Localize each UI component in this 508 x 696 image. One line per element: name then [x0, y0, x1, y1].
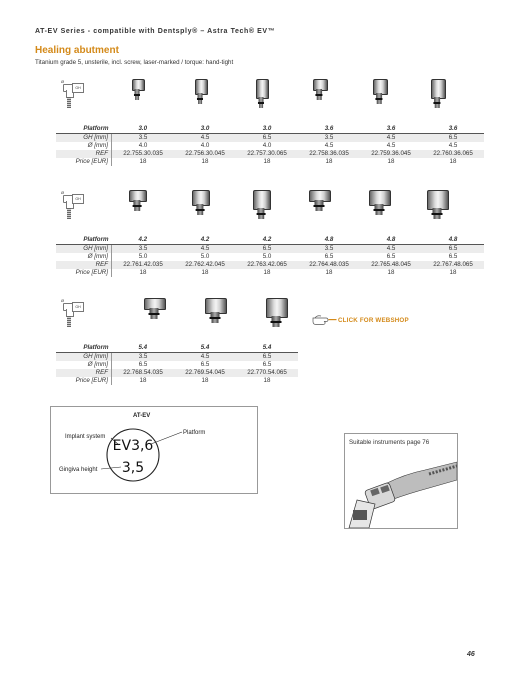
instruments-box: [344, 433, 458, 529]
row-label-platform: Platform: [56, 344, 112, 353]
row-label-gh: GH [mm]: [56, 245, 112, 254]
spec-table-1: [56, 125, 484, 166]
spec-row-platform: [56, 236, 484, 245]
implant-system-label: Implant system: [65, 434, 106, 440]
cell-price: 18: [263, 269, 271, 276]
cell-dia: 6.5: [324, 253, 334, 260]
cell-platform: 5.4: [112, 344, 175, 353]
cell-price: 18: [263, 158, 271, 165]
healing-abutment-image: [369, 190, 389, 216]
cell-dia: 5.0: [138, 253, 148, 260]
cell-dia: 5.0: [262, 253, 272, 260]
product-subtitle: Titanium grade 5, unsterile, incl. screw, laser-marked / torque: hand-tight: [35, 59, 234, 66]
row-label-ref: REF: [56, 261, 112, 269]
row-label-gh: GH [mm]: [56, 353, 112, 362]
cell-ref: 22.767.48.065: [422, 261, 484, 269]
cell-gh: 4.5: [360, 134, 422, 143]
cell-platform: 3.0: [112, 125, 175, 134]
spec-row-ref: [56, 261, 484, 269]
cell-gh: 4.5: [174, 134, 236, 143]
diameter-label: Ø: [61, 190, 65, 195]
cell-ref: 22.758.36.035: [298, 150, 360, 158]
platform-label: Platform: [183, 430, 206, 436]
row-label-dia: Ø [mm]: [56, 361, 112, 369]
spec-row-gh: [56, 245, 484, 254]
row-label-price: Price [EUR]: [56, 158, 112, 166]
cell-dia: 4.5: [386, 142, 396, 149]
spec-row-platform: [56, 125, 484, 134]
spec-row-ref: [56, 150, 484, 158]
healing-abutment-image: [132, 79, 143, 101]
cell-platform: 5.4: [236, 344, 298, 353]
cell-dia: 4.0: [262, 142, 272, 149]
laser-marking-box: [50, 406, 258, 494]
cell-price: 18: [201, 269, 209, 276]
instrument-image: [345, 434, 457, 528]
cell-ref: 22.768.54.035: [112, 369, 175, 377]
healing-abutment-image: [427, 190, 447, 220]
cell-price: 18: [139, 269, 147, 276]
spec-row-platform: [56, 344, 298, 353]
cell-ref: 22.765.48.045: [360, 261, 422, 269]
cell-price: 18: [449, 269, 457, 276]
webshop-link[interactable]: [312, 312, 409, 333]
gingiva-height-label: Gingiva height: [59, 467, 98, 473]
cell-platform: 3.6: [298, 125, 360, 134]
cell-ref: 22.759.36.045: [360, 150, 422, 158]
cell-platform: 3.6: [422, 125, 484, 134]
webshop-link-label[interactable]: CLICK FOR WEBSHOP: [338, 317, 409, 324]
cell-ref: 22.769.54.045: [174, 369, 236, 377]
cell-price: 18: [263, 377, 271, 384]
healing-abutment-image: [313, 79, 326, 101]
cell-ref: 22.770.54.065: [236, 369, 298, 377]
series-header: AT-EV Series - compatible with Dentsply® – Astra Tech® EV™: [35, 28, 276, 35]
diameter-label: Ø: [61, 79, 65, 84]
cell-price: 18: [325, 269, 333, 276]
cell-dia: 6.5: [200, 361, 210, 368]
marking-title: AT-EV: [133, 413, 151, 419]
cell-gh: 4.5: [360, 245, 422, 254]
cell-price: 18: [201, 377, 209, 384]
spec-row-dia: [56, 361, 298, 369]
cell-dia: 4.5: [324, 142, 334, 149]
cell-gh: 3.5: [112, 245, 175, 254]
gh-label: GH: [72, 302, 84, 312]
cell-price: 18: [201, 158, 209, 165]
healing-abutment-image: [309, 190, 329, 212]
healing-abutment-image: [431, 79, 444, 109]
cell-gh: 6.5: [236, 245, 298, 254]
cell-platform: 4.2: [112, 236, 175, 245]
cell-gh: 3.5: [298, 245, 360, 254]
row-label-platform: Platform: [56, 125, 112, 134]
instruments-label: Suitable instruments page 76: [349, 439, 430, 446]
cell-dia: 6.5: [262, 361, 272, 368]
cell-ref: 22.763.42.065: [236, 261, 298, 269]
cell-dia: 6.5: [386, 253, 396, 260]
cell-gh: 4.5: [174, 245, 236, 254]
cell-ref: 22.760.36.065: [422, 150, 484, 158]
cell-dia: 4.0: [200, 142, 210, 149]
cell-platform: 5.4: [174, 344, 236, 353]
healing-abutment-image: [195, 79, 206, 105]
cell-gh: 6.5: [236, 134, 298, 143]
cell-price: 18: [139, 158, 147, 165]
cell-platform: 4.2: [236, 236, 298, 245]
spec-row-price: [56, 269, 484, 277]
cell-dia: 4.0: [138, 142, 148, 149]
cell-platform: 4.8: [360, 236, 422, 245]
spec-row-price: [56, 158, 484, 166]
cell-gh: 6.5: [236, 353, 298, 362]
gh-label: GH: [72, 194, 84, 204]
cell-platform: 3.0: [174, 125, 236, 134]
spec-row-ref: [56, 369, 298, 377]
spec-table-3: [56, 344, 298, 385]
spec-table-2: [56, 236, 484, 277]
cell-platform: 3.6: [360, 125, 422, 134]
cell-platform: 4.2: [174, 236, 236, 245]
cell-ref: 22.755.30.035: [112, 150, 175, 158]
cell-gh: 6.5: [422, 245, 484, 254]
row-label-ref: REF: [56, 150, 112, 158]
cell-ref: 22.756.30.045: [174, 150, 236, 158]
healing-abutment-image: [192, 190, 208, 216]
technical-drawing: [56, 190, 86, 224]
cell-price: 18: [325, 158, 333, 165]
spec-row-gh: [56, 134, 484, 143]
healing-abutment-image: [266, 298, 286, 328]
gh-label: GH: [72, 83, 84, 93]
technical-drawing: [56, 79, 86, 113]
cell-ref: 22.757.30.065: [236, 150, 298, 158]
cell-platform: 4.8: [298, 236, 360, 245]
healing-abutment-image: [373, 79, 386, 105]
healing-abutment-image: [144, 298, 164, 320]
healing-abutment-image: [256, 79, 267, 109]
cell-dia: 4.5: [448, 142, 458, 149]
cell-gh: 4.5: [174, 353, 236, 362]
cell-price: 18: [387, 158, 395, 165]
product-title: Healing abutment: [35, 45, 119, 56]
page-number: 46: [467, 651, 475, 658]
cell-gh: 3.5: [298, 134, 360, 143]
spec-row-price: [56, 377, 298, 385]
row-label-ref: REF: [56, 369, 112, 377]
row-label-gh: GH [mm]: [56, 134, 112, 143]
cell-platform: 4.8: [422, 236, 484, 245]
spec-row-dia: [56, 142, 484, 150]
cell-dia: 6.5: [138, 361, 148, 368]
technical-drawing: [56, 298, 86, 332]
row-label-price: Price [EUR]: [56, 269, 112, 277]
marking-top-text: EV3,6: [112, 438, 154, 454]
cell-price: 18: [139, 377, 147, 384]
cell-dia: 6.5: [448, 253, 458, 260]
healing-abutment-image: [129, 190, 145, 212]
row-label-price: Price [EUR]: [56, 377, 112, 385]
pointing-hand-icon: [312, 312, 338, 328]
cell-ref: 22.764.48.035: [298, 261, 360, 269]
cell-platform: 3.0: [236, 125, 298, 134]
cell-gh: 3.5: [112, 134, 175, 143]
healing-abutment-image: [253, 190, 269, 220]
row-label-platform: Platform: [56, 236, 112, 245]
cell-gh: 6.5: [422, 134, 484, 143]
cell-ref: 22.762.42.045: [174, 261, 236, 269]
cell-ref: 22.761.42.035: [112, 261, 175, 269]
spec-row-gh: [56, 353, 298, 362]
spec-row-dia: [56, 253, 484, 261]
diameter-label: Ø: [61, 298, 65, 303]
row-label-dia: Ø [mm]: [56, 142, 112, 150]
cell-gh: 3.5: [112, 353, 175, 362]
healing-abutment-image: [205, 298, 225, 324]
cell-price: 18: [449, 158, 457, 165]
row-label-dia: Ø [mm]: [56, 253, 112, 261]
cell-price: 18: [387, 269, 395, 276]
cell-dia: 5.0: [200, 253, 210, 260]
marking-bottom-text: 3,5: [121, 460, 145, 476]
